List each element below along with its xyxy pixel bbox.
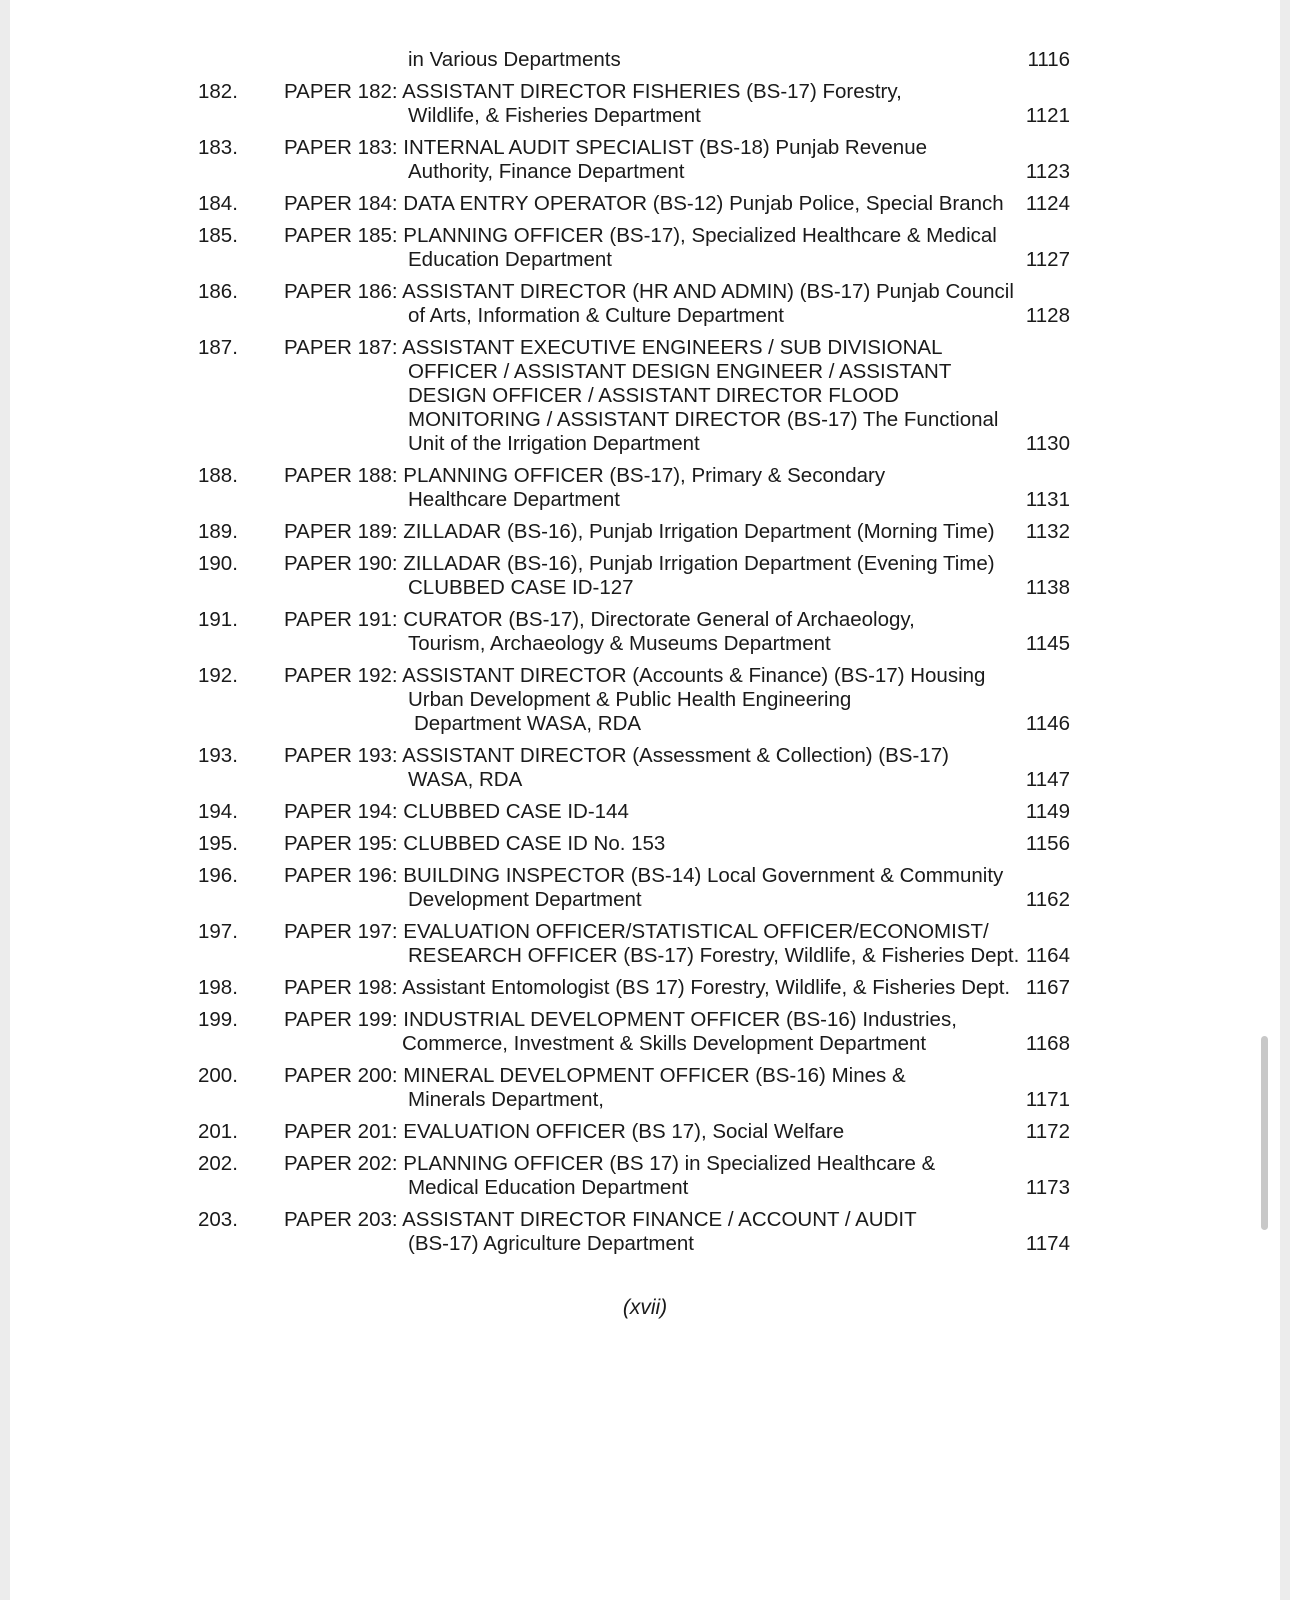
entry-page-number: 1164 <box>1025 944 1070 967</box>
entry-number: 199. <box>198 1008 238 1031</box>
entry-title-continued: WASA, RDA <box>408 768 523 791</box>
entry-number: 193. <box>198 744 238 767</box>
entry-title-continued: (BS-17) Agriculture Department <box>408 1232 694 1255</box>
toc-entry-184 <box>198 192 1090 216</box>
toc-entry-199 <box>198 1008 1090 1056</box>
entry-title-continued: Education Department <box>408 248 612 271</box>
entry-page-number: 1130 <box>1025 432 1070 455</box>
entry-title-continued: OFFICER / ASSISTANT DESIGN ENGINEER / ASSISTANT <box>408 360 952 383</box>
toc-entry-191 <box>198 608 1090 656</box>
table-of-contents <box>198 48 1090 1264</box>
toc-continuation-line <box>198 48 1090 72</box>
entry-title-continued: Authority, Finance Department <box>408 160 685 183</box>
toc-entry-182 <box>198 80 1090 128</box>
entry-title: PAPER 201: EVALUATION OFFICER (BS 17), Social Welfare <box>284 1120 845 1143</box>
toc-entry-194 <box>198 800 1090 824</box>
entry-page-number: 1167 <box>1025 976 1070 999</box>
entry-title-continued: Minerals Department, <box>408 1088 604 1111</box>
toc-entry-203 <box>198 1208 1090 1256</box>
entry-title: PAPER 197: EVALUATION OFFICER/STATISTICAL OFFICER/ECONOMIST/ <box>284 920 989 943</box>
entry-title-continued: Medical Education Department <box>408 1176 689 1199</box>
entry-title-continued: Urban Development & Public Health Engineering <box>408 688 852 711</box>
entry-page-number: 1128 <box>1025 304 1070 327</box>
toc-entry-195 <box>198 832 1090 856</box>
continuation-text: in Various Departments <box>408 48 621 71</box>
toc-entry-192 <box>198 664 1090 736</box>
entry-title: PAPER 185: PLANNING OFFICER (BS-17), Specialized Healthcare & Medical <box>284 224 997 247</box>
entry-number: 196. <box>198 864 238 887</box>
entry-number: 189. <box>198 520 238 543</box>
toc-entry-188 <box>198 464 1090 512</box>
entry-page-number: 1145 <box>1025 632 1070 655</box>
toc-entry-183 <box>198 136 1090 184</box>
entry-number: 188. <box>198 464 238 487</box>
entry-number: 202. <box>198 1152 238 1175</box>
entry-title-continued: CLUBBED CASE ID-127 <box>408 576 634 599</box>
entry-number: 197. <box>198 920 238 943</box>
entry-page-number: 1123 <box>1025 160 1070 183</box>
entry-title-continued: DESIGN OFFICER / ASSISTANT DIRECTOR FLOOD <box>408 384 899 407</box>
entry-title-continued: RESEARCH OFFICER (BS-17) Forestry, Wildlife, & Fisheries Dept. <box>408 944 1020 967</box>
entry-title: PAPER 191: CURATOR (BS-17), Directorate General of Archaeology, <box>284 608 915 631</box>
entry-title-continued: Unit of the Irrigation Department <box>408 432 700 455</box>
entry-page-number: 1127 <box>1025 248 1070 271</box>
entry-title: PAPER 192: ASSISTANT DIRECTOR (Accounts & Finance) (BS-17) Housing <box>284 664 986 687</box>
entry-page-number: 1156 <box>1025 832 1070 855</box>
entry-title: PAPER 202: PLANNING OFFICER (BS 17) in Specialized Healthcare & <box>284 1152 936 1175</box>
entry-page-number: 1121 <box>1025 104 1070 127</box>
entry-page-number: 1171 <box>1025 1088 1070 1111</box>
entry-number: 203. <box>198 1208 238 1231</box>
toc-entry-193 <box>198 744 1090 792</box>
entry-number: 200. <box>198 1064 238 1087</box>
entry-title: PAPER 199: INDUSTRIAL DEVELOPMENT OFFICER (BS-16) Industries, <box>284 1008 957 1031</box>
entry-number: 201. <box>198 1120 238 1143</box>
toc-entry-200 <box>198 1064 1090 1112</box>
entry-title: PAPER 186: ASSISTANT DIRECTOR (HR AND ADMIN) (BS-17) Punjab Council <box>284 280 1014 303</box>
entry-title: PAPER 196: BUILDING INSPECTOR (BS-14) Local Government & Community <box>284 864 1004 887</box>
toc-entry-196 <box>198 864 1090 912</box>
toc-entry-202 <box>198 1152 1090 1200</box>
entry-page-number: 1172 <box>1025 1120 1070 1143</box>
toc-entry-190 <box>198 552 1090 600</box>
entry-number: 184. <box>198 192 238 215</box>
entry-number: 187. <box>198 336 238 359</box>
entry-page-number: 1173 <box>1025 1176 1070 1199</box>
toc-entry-186 <box>198 280 1090 328</box>
entry-title-continued: Development Department <box>408 888 642 911</box>
entry-title: PAPER 200: MINERAL DEVELOPMENT OFFICER (BS-16) Mines & <box>284 1064 906 1087</box>
toc-entry-185 <box>198 224 1090 272</box>
entry-title: PAPER 194: CLUBBED CASE ID-144 <box>284 800 629 823</box>
toc-entry-189 <box>198 520 1090 544</box>
toc-entry-187 <box>198 336 1090 456</box>
entry-page-number: 1138 <box>1025 576 1070 599</box>
toc-entry-198 <box>198 976 1090 1000</box>
entry-title: PAPER 182: ASSISTANT DIRECTOR FISHERIES (BS-17) Forestry, <box>284 80 902 103</box>
toc-entry-201 <box>198 1120 1090 1144</box>
entry-number: 192. <box>198 664 238 687</box>
entry-title: PAPER 198: Assistant Entomologist (BS 17) Forestry, Wildlife, & Fisheries Dept. <box>284 976 1011 999</box>
entry-title: PAPER 187: ASSISTANT EXECUTIVE ENGINEERS / SUB DIVISIONAL <box>284 336 943 359</box>
entry-page-number: 1149 <box>1025 800 1070 823</box>
entry-page-number: 1132 <box>1025 520 1070 543</box>
entry-title: PAPER 190: ZILLADAR (BS-16), Punjab Irrigation Department (Evening Time) <box>284 552 995 575</box>
entry-title: PAPER 183: INTERNAL AUDIT SPECIALIST (BS-18) Punjab Revenue <box>284 136 927 159</box>
entry-title-continued: Tourism, Archaeology & Museums Department <box>408 632 831 655</box>
entry-title-continued: Wildlife, & Fisheries Department <box>408 104 701 127</box>
continuation-page-number: 1116 <box>1027 48 1070 71</box>
entry-page-number: 1146 <box>1025 712 1070 735</box>
entry-page-number: 1168 <box>1025 1032 1070 1055</box>
entry-number: 183. <box>198 136 238 159</box>
entry-number: 198. <box>198 976 238 999</box>
entry-title-continued: of Arts, Information & Culture Department <box>408 304 784 327</box>
entry-title-continued: Department WASA, RDA <box>414 712 642 735</box>
entry-page-number: 1131 <box>1025 488 1070 511</box>
entry-title: PAPER 195: CLUBBED CASE ID No. 153 <box>284 832 666 855</box>
entry-page-number: 1124 <box>1025 192 1070 215</box>
entry-title: PAPER 189: ZILLADAR (BS-16), Punjab Irrigation Department (Morning Time) <box>284 520 995 543</box>
entry-number: 191. <box>198 608 238 631</box>
entry-title: PAPER 203: ASSISTANT DIRECTOR FINANCE / ACCOUNT / AUDIT <box>284 1208 917 1231</box>
vertical-scrollbar[interactable] <box>1261 1036 1268 1230</box>
entry-title-continued: MONITORING / ASSISTANT DIRECTOR (BS-17) The Functional <box>408 408 999 431</box>
entry-title: PAPER 188: PLANNING OFFICER (BS-17), Primary & Secondary <box>284 464 886 487</box>
entry-number: 185. <box>198 224 238 247</box>
entry-title: PAPER 193: ASSISTANT DIRECTOR (Assessment & Collection) (BS-17) <box>284 744 949 767</box>
entry-page-number: 1174 <box>1025 1232 1070 1255</box>
toc-entry-197 <box>198 920 1090 968</box>
entry-title-continued: Healthcare Department <box>408 488 620 511</box>
entry-title-continued: Commerce, Investment & Skills Development Department <box>402 1032 927 1055</box>
entry-page-number: 1147 <box>1025 768 1070 791</box>
document-page <box>10 0 1280 1600</box>
entry-page-number: 1162 <box>1025 888 1070 911</box>
entry-title: PAPER 184: DATA ENTRY OPERATOR (BS-12) Punjab Police, Special Branch <box>284 192 1004 215</box>
entry-number: 194. <box>198 800 238 823</box>
entry-number: 182. <box>198 80 238 103</box>
entry-number: 195. <box>198 832 238 855</box>
entry-number: 186. <box>198 280 238 303</box>
page-footer-number: (xvii) <box>622 1296 668 1319</box>
entry-number: 190. <box>198 552 238 575</box>
